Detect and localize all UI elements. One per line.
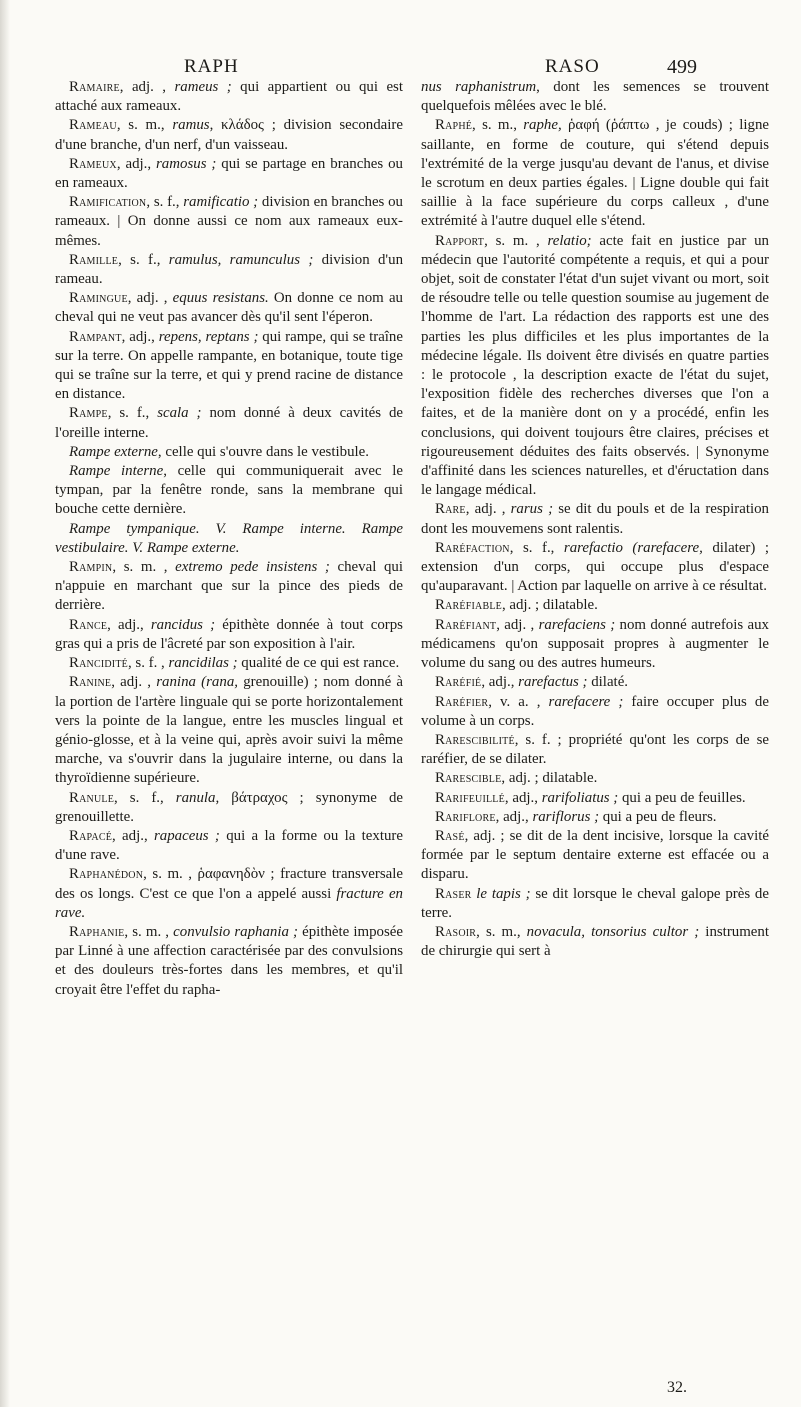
entry-text: instrument de chirurgie qui sert à <box>421 923 769 960</box>
entry-text: , adj., <box>107 616 151 633</box>
entry-headword: Ranine <box>69 674 112 691</box>
entry-latin: Rampe externe <box>69 443 158 460</box>
right-column <box>421 78 769 961</box>
entry-headword: Rampin <box>69 559 113 576</box>
entry-headword: Raphanie <box>69 923 125 940</box>
entry-text: nom donné à deux cavités de l'oreille interne. <box>55 405 403 441</box>
entry-text: , s. m., <box>476 923 527 940</box>
dictionary-entry <box>421 78 769 116</box>
dictionary-entry <box>55 654 403 673</box>
entry-headword: Rameau <box>69 117 117 134</box>
entry-latin: rarus ; <box>510 501 554 518</box>
entry-text: qui se partage en branches ou en rameaux. <box>55 155 403 192</box>
entry-text: , adj., <box>116 155 157 172</box>
entry-text: acte fait en justice par un médecin que l'autorité compétente a requis, et qui a pour objet, soit de constater l'état d'un sujet vivant ou mort, soit de résoudre telle ou telle question soumise au jugement de l'homme de l'art. La rédaction des rapports est une des parties les plus difficiles et les plus importantes de la médecine légale. Ils doivent être divisés en quatre parties : le protocole , la description exacte de l'état du sujet, l'exposition fidèle des recherches diverses que l'on a faites, et de la manière dont on y a procédé, enfin les conclusions, qui doivent toujours être claires, précises et rigoureusement déduites des faits observés. | Synonyme d'affinité dans les sciences naturelles, et d'éructation dans le langage médical. <box>421 232 769 499</box>
entry-text: βάτραχος ; synonyme de grenouillette. <box>55 789 403 825</box>
entry-headword: Rarescible <box>435 770 502 787</box>
entry-text: qui a peu de fleurs. <box>599 808 717 825</box>
entry-text: , s. f., <box>114 789 176 806</box>
dictionary-entry <box>421 769 769 788</box>
dictionary-entry <box>421 596 769 615</box>
entry-text: , s. f. ; propriété qu'ont les corps de se raréfier, de se dilater. <box>421 731 769 768</box>
entry-text: épithète imposée par Linné à une affection caractérisée par des convulsions et des douleurs très-fortes dans les membres, et qu'il croyait être l'effet du rapha- <box>55 923 403 998</box>
entry-text: , celle qui communiquerait avec le tympan, par la fenêtre ronde, sans la membrane qui bouche cette dernière. <box>55 463 404 518</box>
dictionary-entry <box>55 251 403 289</box>
dictionary-entry <box>55 193 403 251</box>
entry-text: , adj. , <box>465 501 511 518</box>
dictionary-entry <box>55 673 403 788</box>
entry-text: , s. m. , ῥαφανηδὸν ; fracture transversale des os longs. C'est ce que l'on a appelé aussi <box>55 866 403 902</box>
entry-text: , adj., <box>495 808 533 825</box>
entry-headword: Ramingue <box>69 290 128 307</box>
entry-text: , s. m., <box>472 117 524 134</box>
entry-text: se dit du pouls et de la respiration dont les mouvemens sont ralentis. <box>421 501 769 537</box>
entry-headword: Raréfiant <box>435 616 497 633</box>
entry-latin: rarefaciens ; <box>538 616 616 633</box>
entry-latin: le tapis ; <box>476 885 531 902</box>
entry-text: , adj., <box>504 789 542 806</box>
entry-headword: Raser <box>435 885 472 902</box>
dictionary-entry <box>421 731 769 769</box>
dictionary-entry <box>55 520 403 558</box>
dictionary-entry <box>55 462 403 520</box>
entry-headword: Rancidité <box>69 655 128 672</box>
entry-latin: rameus ; <box>174 79 232 95</box>
entry-text: , adj. , <box>111 674 157 691</box>
entry-text: division d'un rameau. <box>55 251 404 288</box>
entry-headword: Rasé <box>435 827 465 844</box>
entry-text: se dit lorsque le cheval galope près de terre. <box>421 885 769 921</box>
entry-headword: Rampe <box>69 405 108 422</box>
entry-text: , adj., <box>112 827 154 844</box>
entry-text: nom donné autrefois aux médicamens qu'on supposait propres à augmenter le volume du sang ou des autres humeurs. <box>421 616 770 672</box>
entry-latin: rarefactio (rarefacere, <box>563 539 703 556</box>
entry-latin: nus raphanistrum <box>421 79 537 95</box>
entry-text: qualité de ce qui est rance. <box>237 655 400 672</box>
right-running-title: RASO <box>545 56 600 77</box>
entry-text: , s. f., <box>107 405 158 422</box>
dictionary-entry <box>421 116 769 231</box>
entry-headword: Raréfiable <box>435 597 502 614</box>
entry-latin: convulsio raphania ; <box>173 923 299 940</box>
dictionary-entry <box>421 885 769 923</box>
dictionary-entry <box>55 78 403 116</box>
entry-text: , s. f., <box>509 539 564 556</box>
entry-headword: Rarescibilité <box>435 731 515 748</box>
dictionary-entry <box>421 539 769 597</box>
entry-text: faire occuper plus de volume à un corps. <box>421 693 769 729</box>
entry-text: , adj., <box>481 674 519 691</box>
entry-text: qui a peu de feuilles. <box>618 789 746 806</box>
page-number: 499 <box>667 56 697 78</box>
entry-headword: Ramification <box>69 194 147 211</box>
entry-headword: Rapport <box>435 232 485 249</box>
dictionary-entry <box>421 673 769 692</box>
entry-text: division en branches ou rameaux. | On donne aussi ce nom aux rameaux eux-mêmes. <box>55 194 403 249</box>
entry-text: , v. a. , <box>488 693 549 710</box>
entry-latin: novacula, tonsorius cultor ; <box>526 923 700 940</box>
entry-text: , s. m., <box>116 117 173 134</box>
dictionary-entry <box>55 827 403 865</box>
entry-text: , s. f., <box>146 194 184 211</box>
entry-text: , celle qui s'ouvre dans le vestibule. <box>157 443 369 460</box>
entry-latin: scala ; <box>157 405 202 422</box>
entry-text: ῥαφή (ῥάπτω , je couds) ; ligne saillante, en forme de couture, qui s'étend depuis l'extrémité de la verge jusqu'au devant de l'anus, et divise le scrotum en deux parties égales. | Ligne double qui fait saillie à la face supérieure du corps calleux , d'une extrémité à l'autre duquel elle s'étend. <box>421 117 770 230</box>
dictionary-entry <box>55 558 403 616</box>
dictionary-entry <box>55 155 403 193</box>
entry-headword: Raphé <box>435 117 473 134</box>
entry-latin: rancidilas ; <box>168 655 238 672</box>
entry-headword: Rasoir <box>435 923 477 940</box>
entry-text: , s. m. , <box>112 559 176 576</box>
entry-headword: Raréfier <box>435 693 489 710</box>
entry-text: , adj. ; dilatable. <box>501 770 598 787</box>
signature-mark: 32. <box>667 1379 687 1396</box>
entry-latin: Rampe interne <box>69 463 164 480</box>
entry-text: , s. f., <box>118 251 169 268</box>
dictionary-entry <box>55 865 403 923</box>
dictionary-entry <box>421 616 769 674</box>
entry-headword: Rance <box>69 616 108 633</box>
entry-headword: Rapacé <box>69 827 112 844</box>
entry-latin: ramulus, ramunculus ; <box>168 251 314 268</box>
entry-headword: Rare <box>435 501 466 518</box>
dictionary-entry <box>421 808 769 827</box>
entry-text: , s. f. , <box>127 655 169 672</box>
entry-text: dilater) ; extension d'un corps, qui occupe plus d'espace qu'auparavant. | Action par laquelle on arrive à ce résultat. <box>421 539 769 595</box>
entry-text: , adj. , <box>127 290 173 307</box>
entry-text: cheval qui n'appuie en marchant que sur la pince des pieds de derrière. <box>55 559 403 614</box>
entry-latin: relatio; <box>547 232 592 249</box>
dictionary-entry <box>55 923 403 1000</box>
entry-latin: extremo pede insistens ; <box>175 559 330 576</box>
entry-latin: repens, reptans ; <box>158 328 259 345</box>
entry-headword: Ramille <box>69 251 119 268</box>
entry-latin: rancidus ; <box>150 616 216 633</box>
entry-text: , s. m. , <box>124 923 174 940</box>
entry-latin: rarefacere ; <box>548 693 624 710</box>
entry-latin: ranina (rana, <box>156 674 238 691</box>
entry-text: , adj., <box>121 328 159 345</box>
left-running-title: RAPH <box>184 56 239 77</box>
entry-latin: ramosus ; <box>156 155 217 172</box>
entry-headword: Rariflore <box>435 808 496 825</box>
entry-text: , adj. ; se dit de la dent incisive, lorsque la cavité formée par le septum dentaire externe est effacée ou a disparu. <box>421 827 769 883</box>
dictionary-entry <box>421 923 769 961</box>
entry-text: épithète donnée à tout corps gras qui a pris de l'âcreté par son exposition à l'air. <box>55 616 403 652</box>
entry-latin: raphe, <box>523 117 562 134</box>
entry-latin: ramus <box>172 117 210 134</box>
entry-text: , adj. , <box>119 79 175 95</box>
dictionary-entry <box>421 789 769 808</box>
entry-headword: Ranule <box>69 789 115 806</box>
dictionary-entry <box>421 232 769 501</box>
page-edge-shadow <box>0 0 10 1407</box>
dictionary-entry <box>55 404 403 442</box>
entry-text: , s. m. , <box>484 232 548 249</box>
left-column <box>55 78 403 1000</box>
entry-latin: fracture en rave. <box>55 885 403 921</box>
entry-latin: ranula, <box>175 789 220 806</box>
dictionary-entry <box>55 116 403 154</box>
entry-latin: rariflorus ; <box>532 808 600 825</box>
entry-headword: Rameux <box>69 155 117 172</box>
entry-text: , dont les semences se trouvent quelquefois mêlées avec le blé. <box>421 79 769 115</box>
entry-latin: Rampe tympanique. V. Rampe interne. Rampe vestibulaire. V. Rampe externe. <box>55 520 403 556</box>
entry-text: qui a la forme ou la texture d'une rave. <box>55 827 403 864</box>
entry-text: qui appartient ou qui est attaché aux rameaux. <box>55 79 403 115</box>
dictionary-entry <box>55 789 403 827</box>
entry-text: qui rampe, qui se traîne sur la terre. On appelle rampante, en botanique, toute tige qui se traîne sur la terre, et qui y prend racine de distance en distance. <box>55 328 403 403</box>
entry-text: dilaté. <box>587 674 629 691</box>
dictionary-entry <box>421 693 769 731</box>
entry-latin: equus resistans. <box>172 290 269 307</box>
entry-headword: Rarifeuillé <box>435 789 505 806</box>
entry-headword: Raphanédon <box>69 866 144 883</box>
entry-text: , adj. ; dilatable. <box>501 597 598 614</box>
entry-text: , κλάδος ; division secondaire d'une branche, d'un nerf, d'un vaisseau. <box>55 117 403 153</box>
dictionary-entry <box>421 827 769 885</box>
entry-latin: rapaceus ; <box>154 827 220 844</box>
entry-headword: Rampant <box>69 328 122 345</box>
entry-text: grenouille) ; nom donné à la portion de l'artère linguale qui se porte horizontalement vers la pointe de la langue, entre les muscles lingual et génio-glosse, et à la veine qui, après avoir suivi la même marche, va s'ouvrir dans la jugulaire interne, ou dans la thyroïdienne supérieure. <box>55 674 403 787</box>
entry-text: On donne ce nom au cheval qui ne veut pas avancer dès qu'il sent l'éperon. <box>55 290 404 326</box>
dictionary-entry <box>55 328 403 405</box>
entry-latin: rarifoliatus ; <box>541 789 619 806</box>
entry-headword: Ramaire <box>69 79 120 95</box>
entry-headword: Raréfié <box>435 674 482 691</box>
dictionary-entry <box>55 616 403 654</box>
entry-latin: rarefactus ; <box>518 674 588 691</box>
dictionary-entry <box>421 500 769 538</box>
entry-text: , adj. , <box>496 616 539 633</box>
dictionary-entry <box>55 443 403 462</box>
dictionary-entry <box>55 289 403 327</box>
entry-headword: Raréfaction <box>435 539 510 556</box>
entry-latin: ramificatio ; <box>183 194 259 211</box>
